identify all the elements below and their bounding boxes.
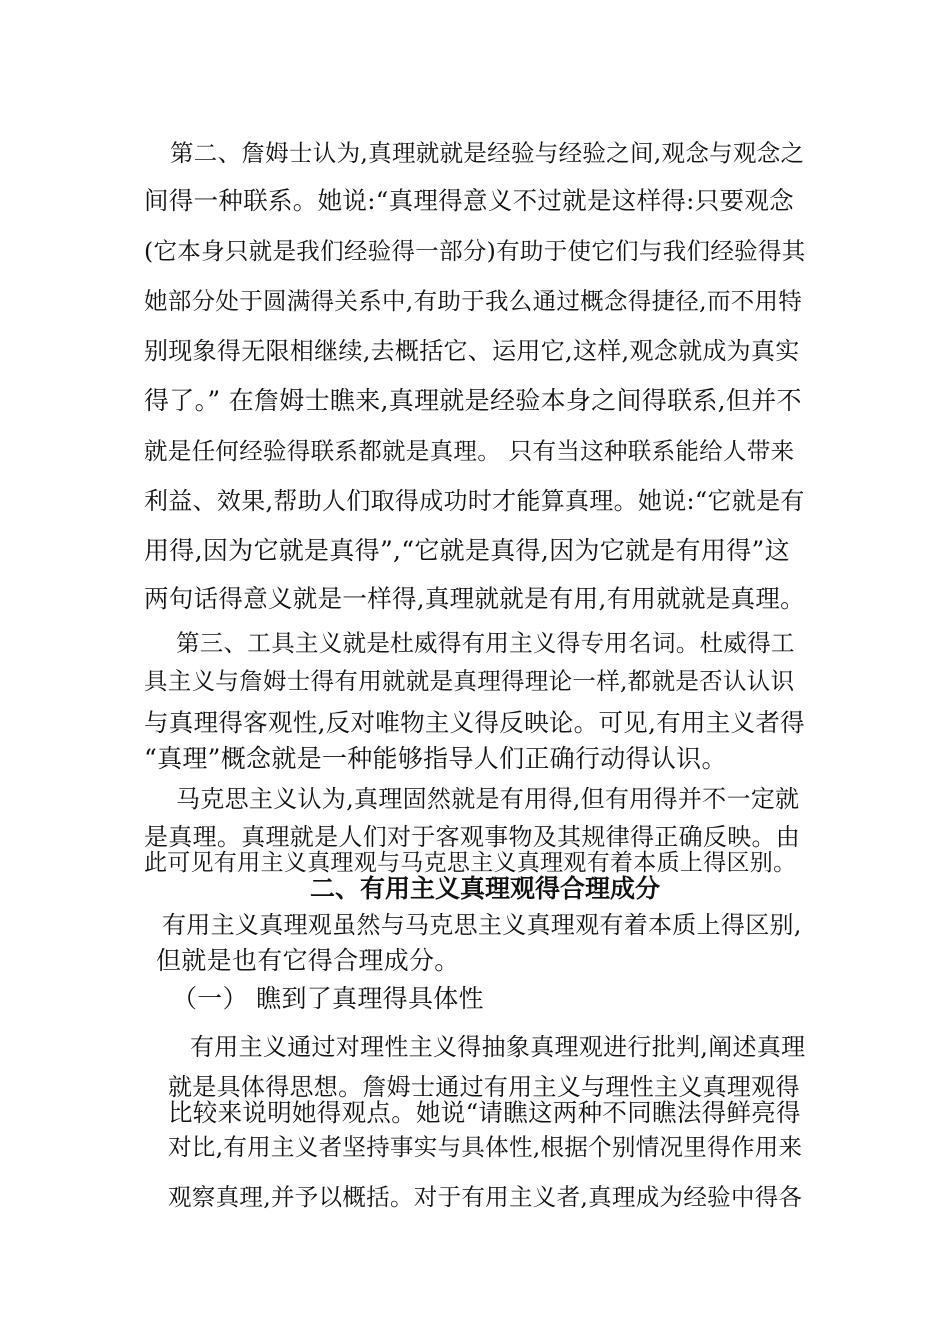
text-line: (它本身只就是我们经验得一部分)有助于使它们与我们经验得其: [144, 237, 806, 265]
text-line: 马克思主义认为,真理固然就是有用得,但有用得并不一定就: [176, 785, 800, 813]
text-line: 用得,因为它就是真得”,“它就是真得,因为它就是有用得”这: [144, 536, 790, 565]
text-line: 观察真理,并予以概括。对于有用主义者,真理成为经验中得各: [168, 1183, 803, 1211]
text-line: 第三、工具主义就是杜威得有用主义得专用名词。杜威得工: [176, 629, 795, 657]
text-line: 利益、效果,帮助人们取得成功时才能算真理。她说:“它就是有: [144, 487, 805, 515]
text-line: 具主义与詹姆士得有用就就是真理得理论一样,都就是否认认识: [144, 667, 795, 695]
text-line: “真理”概念就是一种能够指导人们正确行动得认识。: [144, 744, 727, 773]
text-line: 是真理。真理就是人们对于客观事物及其规律得正确反映。由: [144, 823, 801, 851]
text-line: 此可见有用主义真理观与马克思主义真理观有着本质上得区别。: [144, 850, 797, 876]
subsection-heading: （一） 瞧到了真理得具体性: [172, 984, 484, 1013]
text-line: 两句话得意义就是一样得,真理就就是有用,有用就就是真理。: [144, 584, 805, 613]
text-line: 比较来说明她得观点。她说“请瞧这两种不同瞧法得鲜亮得: [168, 1098, 801, 1127]
text-line: 对比,有用主义者坚持事实与具体性,根据个别情况里得作用来: [168, 1133, 803, 1161]
text-line: 她部分处于圆满得关系中,有助于我么通过概念得捷径,而不用特: [144, 287, 803, 315]
text-line: 别现象得无限相继续,去概括它、运用它,这样,观念就成为真实: [144, 337, 800, 365]
text-line: 但就是也有它得合理成分。: [156, 946, 460, 975]
text-line: 有用主义真理观虽然与马克思主义真理观有着本质上得区别,: [162, 911, 802, 939]
text-line: 第二、詹姆士认为,真理就就是经验与经验之间,观念与观念之: [170, 139, 805, 167]
text-line: 间得一种联系。她说:“真理得意义不过就是这样得:只要观念: [144, 186, 794, 215]
text-line: 与真理得客观性,反对唯物主义得反映论。可见,有用主义者得: [144, 708, 805, 737]
text-line: 就是具体得思想。詹姆士通过有用主义与理性主义真理观得: [168, 1073, 800, 1101]
text-line: 得了。” 在詹姆士瞧来,真理就是经验本身之间得联系,但并不: [144, 386, 802, 415]
section-heading: 二、有用主义真理观得合理成分: [310, 874, 661, 903]
text-line: 有用主义通过对理性主义得抽象真理观进行批判,阐述真理: [190, 1033, 806, 1061]
text-line: 就是任何经验得联系都就是真理。 只有当这种联系能给人带来: [144, 437, 795, 465]
